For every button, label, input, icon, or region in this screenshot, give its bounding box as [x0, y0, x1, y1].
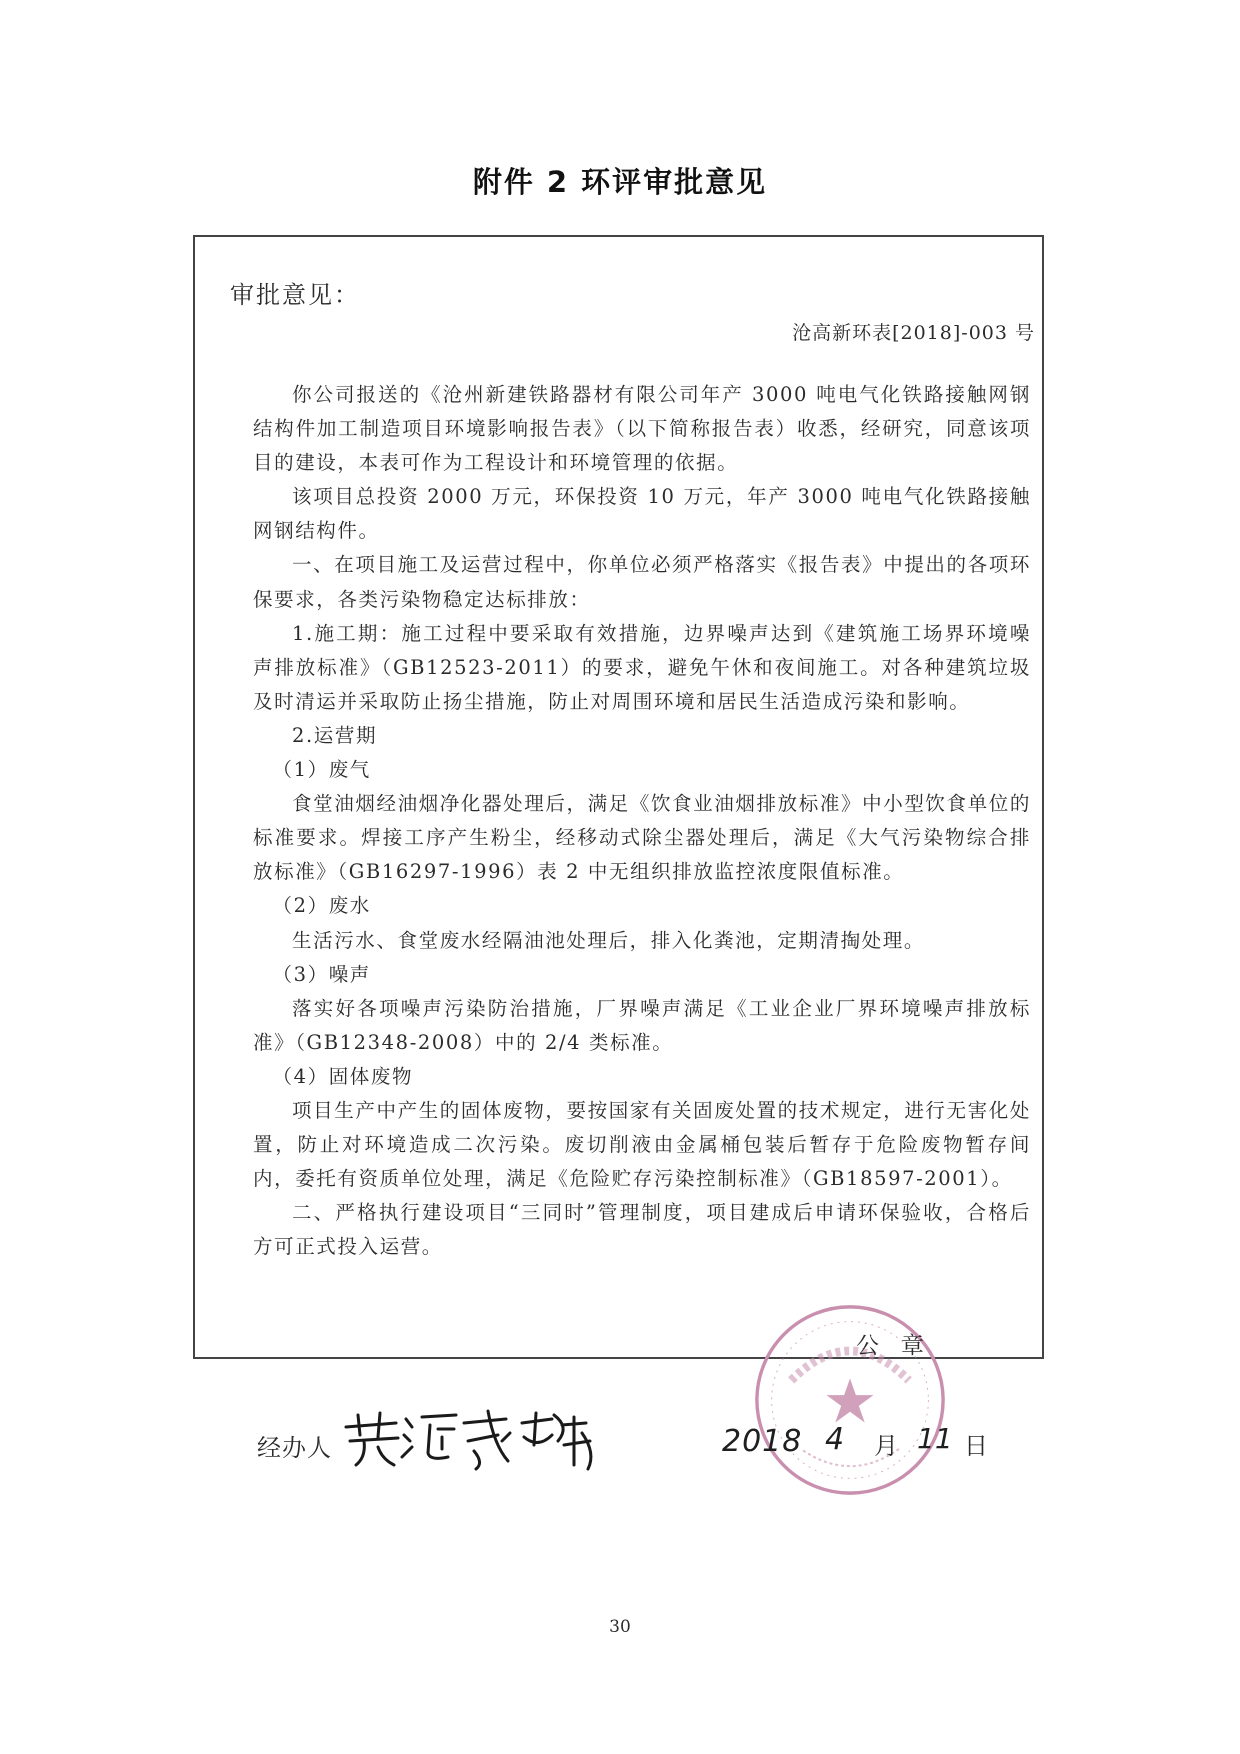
- date-month-unit: 月: [874, 1432, 898, 1460]
- date-year: 2018: [722, 1424, 803, 1459]
- paragraph: 落实好各项噪声污染防治措施，厂界噪声满足《工业企业厂界环境噪声排放标准》（GB12348-2008）中的 2/4 类标准。: [253, 996, 1031, 1054]
- paragraph: （2）废水: [272, 894, 371, 918]
- date-month: 4: [825, 1422, 845, 1457]
- paragraph: 1.施工期：施工过程中要采取有效措施，边界噪声达到《建筑施工场界环境噪声排放标准》（GB12523-2011）的要求，避免午休和夜间施工。对各种建筑垃圾及时清运并采取防止扬尘措施，防止对周围环境和居民生活造成污染和影响。: [253, 621, 1031, 713]
- paragraph: 生活污水、食堂废水经隔油池处理后，排入化粪池，定期清掏处理。: [292, 928, 926, 952]
- date-day: 11: [917, 1422, 953, 1455]
- seal-label: 公章: [856, 1333, 946, 1359]
- paragraph: 你公司报送的《沧州新建铁路器材有限公司年产 3000 吨电气化铁路接触网钢结构件加工制造项目环境影响报告表》（以下简称报告表）收悉，经研究，同意该项目的建设，本表可作为工程设计和环境管理的依据。: [253, 383, 1031, 475]
- approval-date: [722, 1414, 1022, 1470]
- opinion-label: 审批意见：: [230, 281, 360, 309]
- handler-signature: [338, 1405, 608, 1473]
- paragraph: 2.运营期: [292, 723, 378, 747]
- paragraph: 项目生产中产生的固体废物，要按国家有关固废处置的技术规定，进行无害化处置，防止对环境造成二次污染。废切削液由金属桶包装后暂存于危险废物暂存间内，委托有资质单位处理，满足《危险贮存污染控制标准》（GB18597-2001）。: [253, 1098, 1031, 1191]
- paragraph: （1）废气: [272, 758, 371, 782]
- document-number: 沧高新环表[2018]-003 号: [792, 322, 1035, 344]
- date-day-unit: 日: [964, 1432, 988, 1460]
- page-number: 30: [609, 1617, 631, 1637]
- paragraph: （3）噪声: [272, 962, 371, 986]
- paragraph: 二、严格执行建设项目“三同时”管理制度，项目建成后申请环保验收，合格后方可正式投入运营。: [253, 1201, 1031, 1259]
- paragraph: 该项目总投资 2000 万元，环保投资 10 万元，年产 3000 吨电气化铁路接触网钢结构件。: [253, 485, 1031, 543]
- paragraph: 一、在项目施工及运营过程中，你单位必须严格落实《报告表》中提出的各项环保要求，各类污染物稳定达标排放：: [253, 553, 1031, 611]
- paragraph: （4）固体废物: [272, 1064, 414, 1088]
- opinion-content: [253, 378, 1031, 1264]
- paragraph: 食堂油烟经油烟净化器处理后，满足《饮食业油烟排放标准》中小型饮食单位的标准要求。焊接工序产生粉尘，经移动式除尘器处理后，满足《大气污染物综合排放标准》（GB16297-1996）表 2 中无组织排放监控浓度限值标准。: [253, 792, 1031, 884]
- handler-label: 经办人: [257, 1434, 332, 1462]
- page-title: 附件 2 环评审批意见: [472, 165, 768, 199]
